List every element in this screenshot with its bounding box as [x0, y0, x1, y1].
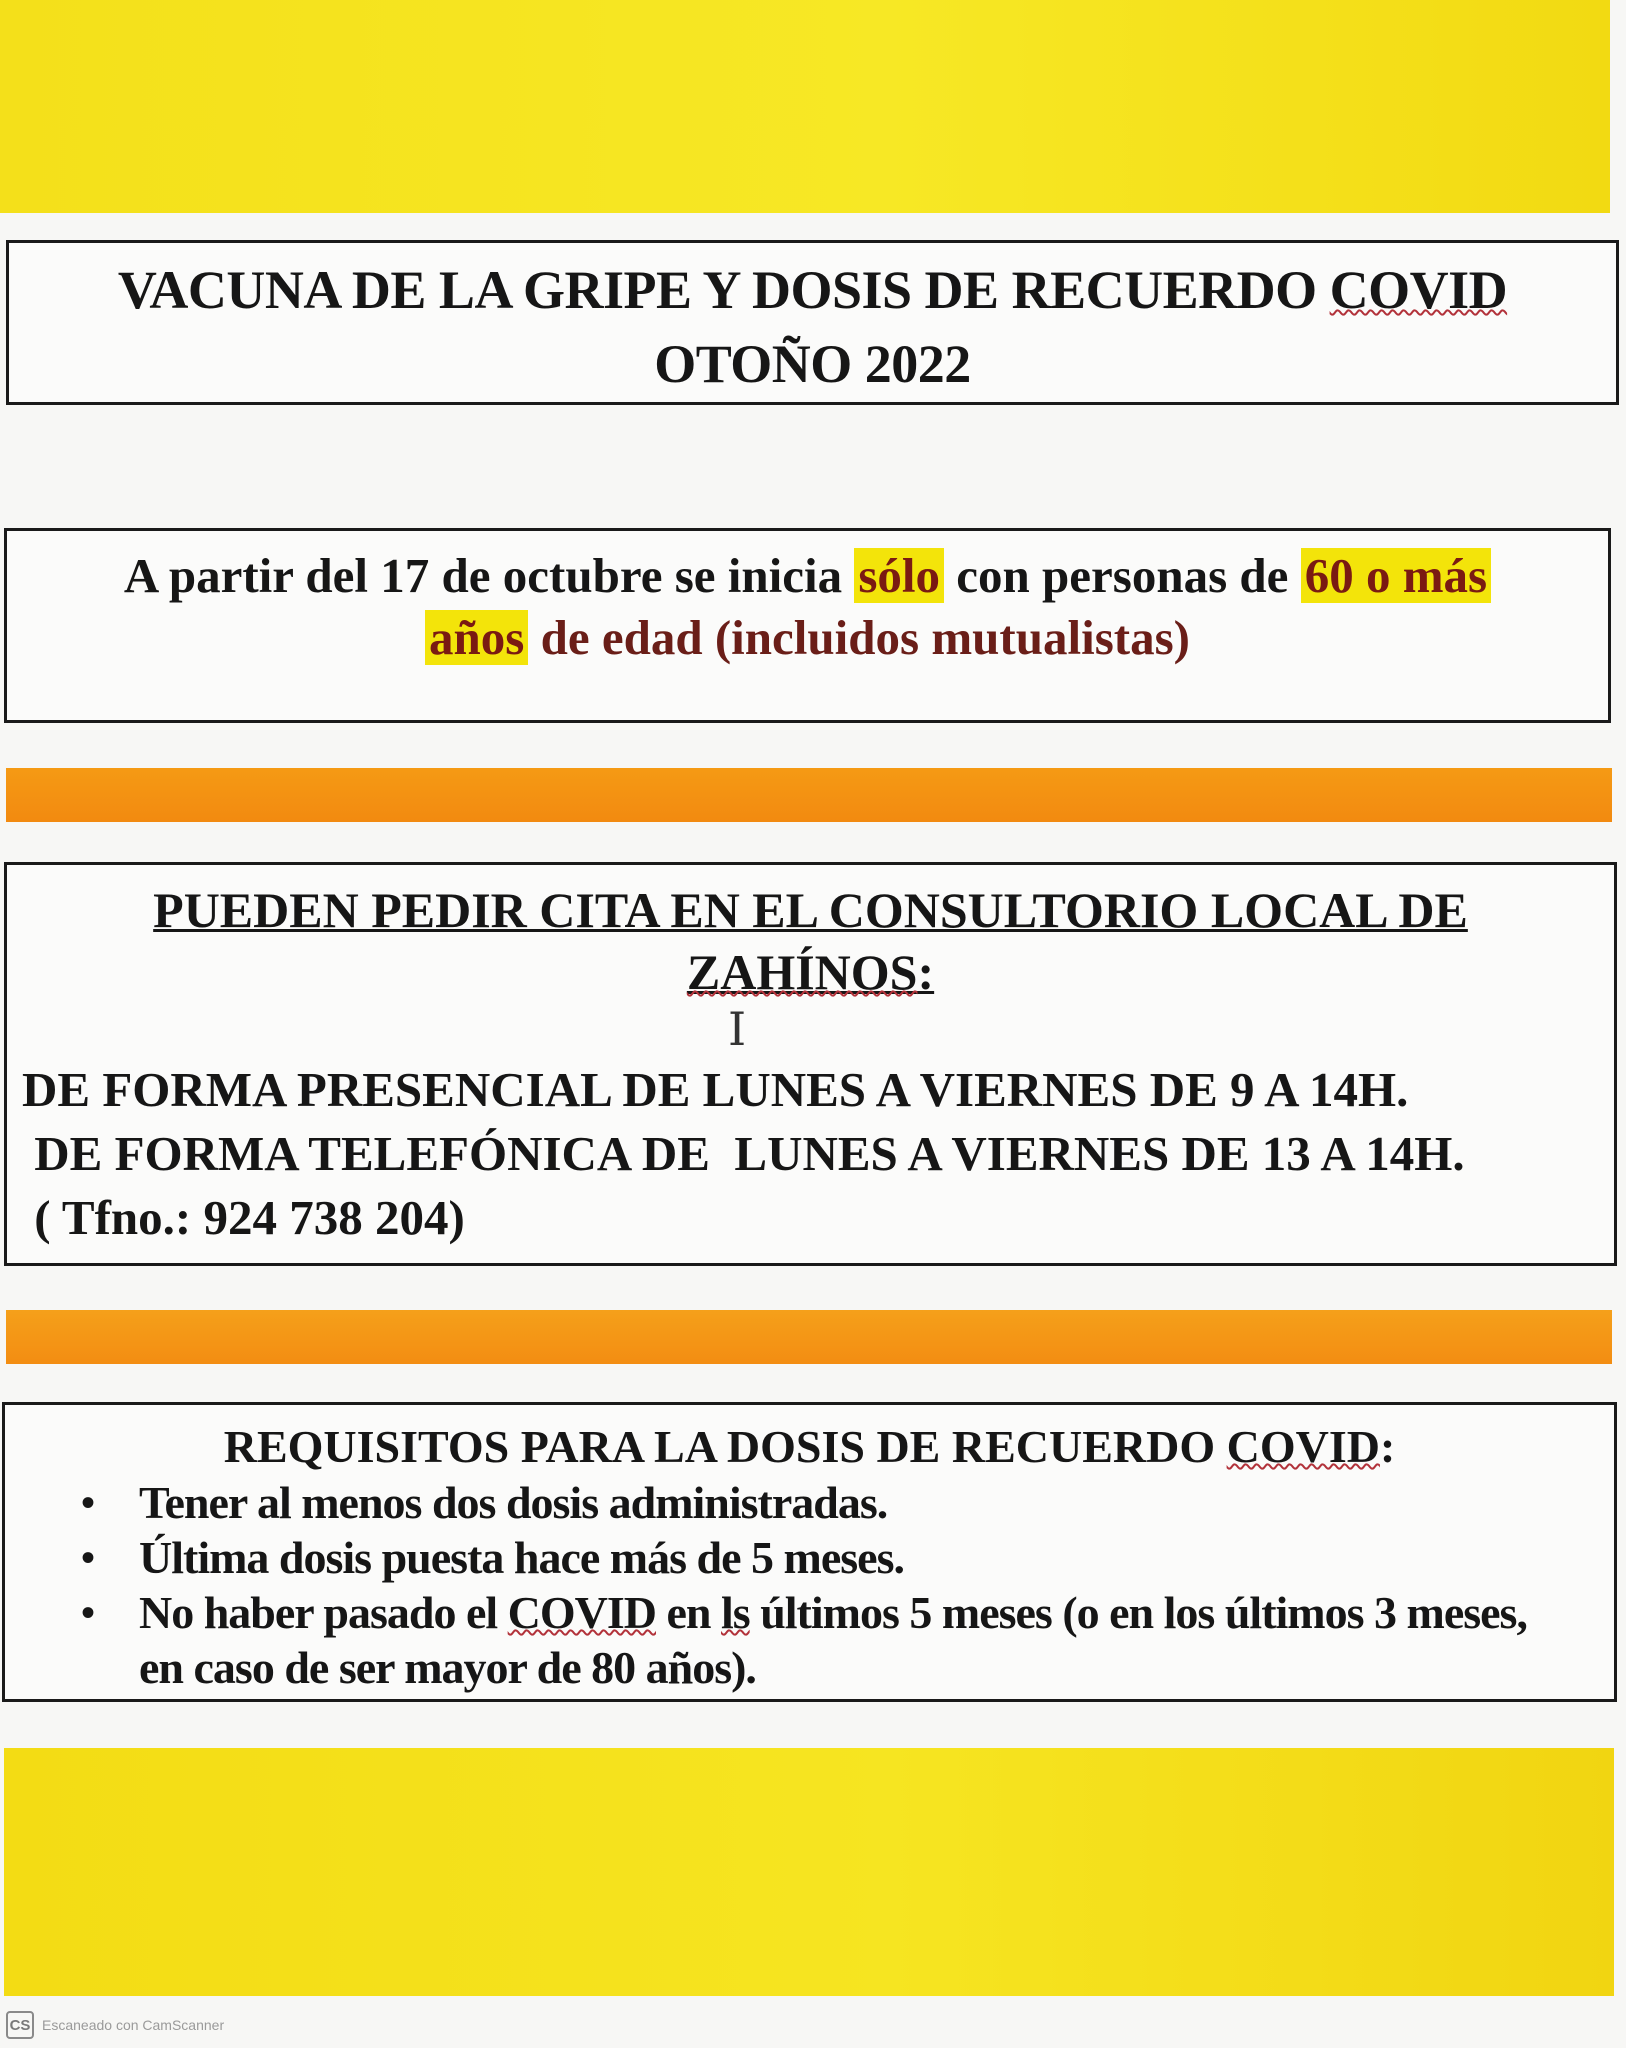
requirement-3-part-a: No haber pasado el	[139, 1587, 508, 1638]
requirement-1: Tener al menos dos dosis administradas.	[139, 1477, 888, 1528]
bottom-yellow-band	[4, 1748, 1614, 1996]
list-item	[81, 1585, 1614, 1695]
title-box	[6, 240, 1619, 405]
text-cursor-icon: I	[728, 1002, 747, 1056]
phone-number: ( Tfno.: 924 738 204)	[22, 1190, 465, 1245]
bullet-icon: •	[81, 1480, 95, 1525]
requirement-2: Última dosis puesta hace más de 5 meses.	[139, 1532, 904, 1583]
list-item	[81, 1530, 1614, 1585]
requirement-3-covid: COVID	[507, 1587, 656, 1638]
start-date-box	[4, 528, 1611, 723]
appointment-colon: :	[917, 944, 935, 1000]
requirements-heading-text: REQUISITOS PARA LA DOSIS DE RECUERDO	[223, 1421, 1227, 1472]
appointment-heading-line1: PUEDEN PEDIR CITA EN EL CONSULTORIO LOCAL DE	[153, 882, 1468, 938]
highlight-age: 60 o más	[1301, 548, 1491, 603]
highlight-anos: años	[425, 610, 528, 665]
scanner-footer	[6, 2008, 224, 2042]
highlight-solo: sólo	[854, 548, 944, 603]
requirements-list	[5, 1475, 1614, 1695]
title-covid-word: COVID	[1329, 260, 1508, 320]
schedule-in-person: DE FORMA PRESENCIAL DE LUNES A VIERNES DE 9 A 14H.	[22, 1062, 1409, 1117]
bullet-icon: •	[81, 1590, 95, 1635]
requirement-3-part-c: en	[656, 1587, 721, 1638]
start-text-part2: con personas de	[944, 548, 1301, 603]
requirement-3-typo: ls	[721, 1587, 750, 1638]
requirements-colon: :	[1379, 1421, 1396, 1472]
requirements-heading	[5, 1419, 1614, 1475]
start-text-part3: de edad (incluidos mutualistas)	[528, 610, 1190, 665]
appointment-town: ZAHÍNOS	[686, 944, 918, 1000]
start-text-part1: A partir del 17 de octubre se inicia	[123, 548, 855, 603]
list-item	[81, 1475, 1614, 1530]
orange-divider-2	[6, 1310, 1612, 1364]
orange-divider-1	[6, 768, 1612, 822]
page-title	[9, 253, 1616, 401]
bullet-icon: •	[81, 1535, 95, 1580]
scanner-watermark: Escaneado con CamScanner	[42, 2017, 225, 2033]
title-line1: VACUNA DE LA GRIPE Y DOSIS DE RECUERDO	[117, 260, 1330, 320]
schedule-phone: DE FORMA TELEFÓNICA DE LUNES A VIERNES DE 13 A 14H.	[22, 1126, 1465, 1181]
requirement-3-part-e: últimos 5 meses (o en los últimos 3 meses, en caso de ser mayor de 80 años).	[139, 1587, 1527, 1693]
requirements-covid-word: COVID	[1226, 1421, 1380, 1472]
start-date-text	[7, 545, 1608, 669]
appointment-schedule	[22, 1058, 1465, 1250]
requirements-box	[2, 1402, 1617, 1702]
camscanner-logo-icon: CS	[6, 2011, 34, 2039]
top-yellow-band	[0, 0, 1610, 213]
appointment-heading	[7, 879, 1614, 1003]
title-line2: OTOÑO 2022	[654, 334, 971, 394]
